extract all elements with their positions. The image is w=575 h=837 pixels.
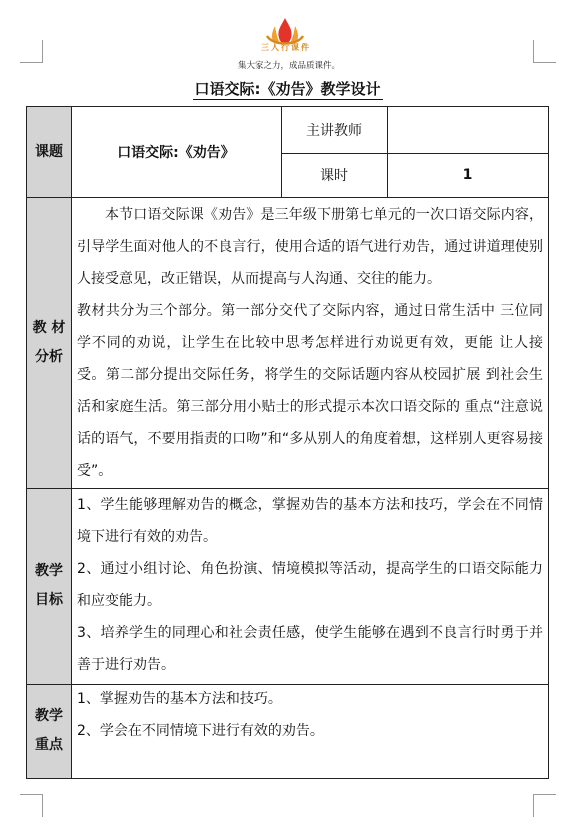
lesson-plan-table [26, 106, 549, 779]
topic-value: 口语交际:《劝告》 [117, 145, 235, 161]
objective-item-3: 3、培养学生的同理心和社会责任感，使学生能够在遇到不良言行时勇于并善于进行劝告。 [77, 625, 543, 673]
logo-text: 三人行课件 [261, 43, 311, 52]
objective-item-1: 1、学生能够理解劝告的概念，掌握劝告的基本方法和技巧，学会在不同情境下进行有效的劝告。 [77, 497, 543, 545]
section-label-focus: 教学 重点 [27, 684, 71, 778]
topic-label: 课题 [27, 107, 71, 197]
analysis-paragraph-1: 本节口语交际课《劝告》是三年级下册第七单元的一次口语交际内容，引导学生面对他人的不良言行，使用合适的语气进行劝告，通过讲道理使别人接受意见，改正错误，从而提高与人沟通、交往的能力。 [77, 207, 543, 287]
crop-mark-top-right [533, 40, 556, 63]
focus-item-2: 2、学会在不同情境下进行有效的劝告。 [77, 723, 324, 739]
crop-mark-bottom-left [20, 794, 43, 817]
analysis-paragraph-2: 教材共分为三个部分。第一部分交代了交际内容，通过日常生活中 三位同学不同的劝说，让学生在比较中思考怎样进行劝说更有效，更能 让人接受。第二部分提出交际任务，将学生的交际话题内容从校园扩展 到社会生活和家庭生活。第三部分用小贴士的形式提示本次口语交际的 重点“注意说话的语气，不要用指责的口吻”和“多从别人的角度着想，这样别人更容易接受”。 [77, 303, 543, 479]
crop-mark-top-left [20, 40, 43, 63]
hours-label: 课时 [320, 168, 348, 184]
teacher-value [387, 107, 548, 153]
slogan: 集大家之力，成品质课件。 [237, 61, 340, 71]
section-label-analysis: 教 材 分析 [27, 197, 71, 488]
teacher-label: 主讲教师 [306, 123, 362, 139]
document-title: 口语交际:《劝告》教学设计 [194, 80, 381, 98]
crop-mark-bottom-right [533, 794, 556, 817]
section-label-objectives: 教学 目标 [27, 488, 71, 684]
hours-value: 1 [462, 167, 473, 183]
focus-item-1: 1、掌握劝告的基本方法和技巧。 [77, 691, 282, 707]
objective-item-2: 2、通过小组讨论、角色扮演、情境模拟等活动，提高学生的口语交际能力和应变能力。 [77, 561, 543, 609]
